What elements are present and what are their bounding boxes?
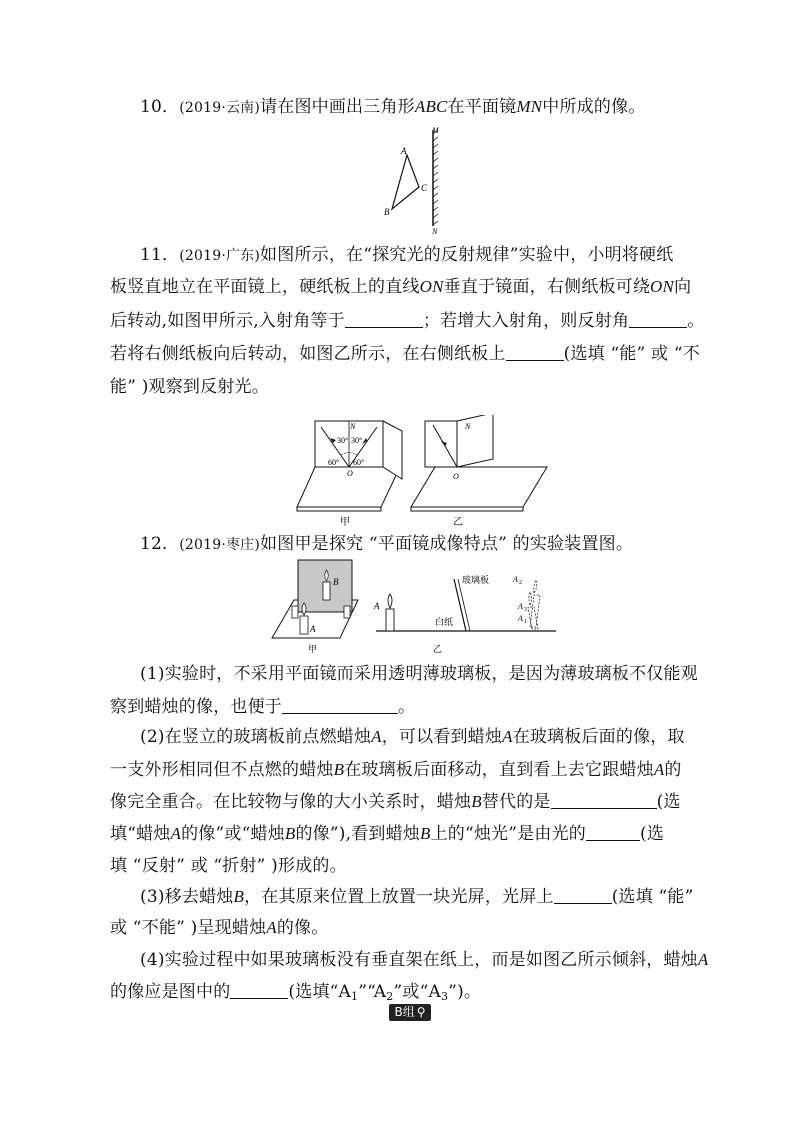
caption-jia: 甲 <box>308 644 318 654</box>
q12-p1-line-2: 察到蜡烛的像，也便于 。 <box>110 697 416 717</box>
caption-yi: 乙 <box>453 517 463 528</box>
q12-figure-yi <box>370 565 570 660</box>
q12-p3-line-2: 或 “不能” )呈现蜡烛A的像。 <box>110 918 329 938</box>
svg-text:A: A <box>513 575 518 584</box>
q12-p4-line-2: 的像应是图中的 (选填“$A_1”“A_2$”或“$A_3$”)。 <box>110 982 482 1003</box>
svg-text:A: A <box>374 601 380 611</box>
q11-line-1: 11．(2019·广东)如图所示，在“探究光的反射规律”实验中，小明将硬纸 <box>140 245 674 265</box>
label-m: M <box>432 126 439 135</box>
q11-figure <box>295 415 555 530</box>
svg-text:O: O <box>453 472 459 481</box>
answer-blank[interactable] <box>551 792 657 809</box>
caption-jia: 甲 <box>340 517 350 528</box>
svg-text:A: A <box>310 624 316 634</box>
answer-blank[interactable] <box>345 311 423 328</box>
q11-line-4: 若将右侧纸板向后转动，如图乙所示，在右侧纸板上 (选填 “能” 或 “不 <box>110 344 700 364</box>
q12-line-1: 12．(2019·枣庄)如图甲是探究 “平面镜成像特点” 的实验装置图。 <box>140 534 634 554</box>
q11-line-3: 后转动,如图甲所示,入射角等于 ；若增大入射角，则反射角 。 <box>110 311 705 331</box>
q11-line-5: 能” )观察到反射光。 <box>110 377 269 397</box>
svg-text:O: O <box>347 469 353 478</box>
svg-text:N: N <box>350 422 356 431</box>
q12-p2-line-4: 填“蜡烛A的像”或“蜡烛B的像”),看到蜡烛B上的“烛光”是由光的 (选 <box>110 824 665 844</box>
q12-p2-line-2: 一支外形相同但不点燃的蜡烛B在玻璃板后面移动，直到看上去它跟蜡烛A的 <box>110 760 682 780</box>
label-a: A <box>401 146 407 156</box>
label-n: N <box>432 227 438 236</box>
answer-blank[interactable] <box>629 311 687 328</box>
svg-text:A: A <box>518 614 523 623</box>
q12-p1-line-1: (1)实验时，不采用平面镜而采用透明薄玻璃板，是因为薄玻璃板不仅能观 <box>140 664 698 684</box>
q10-figure <box>370 124 450 236</box>
answer-blank[interactable] <box>506 344 564 361</box>
svg-text:N: N <box>465 422 471 431</box>
svg-text:30°: 30° <box>351 436 363 445</box>
svg-text:30°: 30° <box>337 436 349 445</box>
answer-blank[interactable] <box>230 982 288 999</box>
answer-blank[interactable] <box>586 824 640 841</box>
q11-line-2: 板竖直地立在平面镜上，硬纸板上的直线ON垂直于镜面，右侧纸板可绕ON向 <box>110 277 692 297</box>
q12-p4-line-1: (4)实验过程中如果玻璃板没有垂直架在纸上，而是如图乙所示倾斜，蜡烛A <box>140 950 709 970</box>
svg-text:60°: 60° <box>328 458 340 467</box>
svg-text:B: B <box>333 577 339 587</box>
svg-text:60°: 60° <box>353 458 365 467</box>
label-c: C <box>421 183 428 193</box>
svg-text:1: 1 <box>524 619 527 625</box>
q12-p2-line-5: 填 “反射” 或 “折射” )形成的。 <box>110 856 347 876</box>
answer-blank[interactable] <box>554 887 612 904</box>
svg-text:2: 2 <box>519 580 522 586</box>
magnifier-icon: ⚲ <box>416 1005 426 1019</box>
q12-p3-line-1: (3)移去蜡烛B，在其原来位置上放置一块光屏，光屏上 (选填 “能” <box>140 887 694 907</box>
group-b-badge: B组 ⚲ <box>389 1004 431 1021</box>
q10-line: 10．(2019·云南)请在图中画出三角形ABC在平面镜MN中所成的像。 <box>140 97 646 117</box>
q12-p2-line-1: (2)在竖立的玻璃板前点燃蜡烛A，可以看到蜡烛A在玻璃板后面的像，取 <box>140 727 685 747</box>
caption-yi: 乙 <box>433 644 443 654</box>
q12-figure-jia <box>270 558 370 658</box>
label-b: B <box>384 207 390 217</box>
answer-blank[interactable] <box>282 697 398 714</box>
svg-text:玻璃板: 玻璃板 <box>462 575 490 585</box>
q12-p2-line-3: 像完全重合。在比较物与像的大小关系时，蜡烛B替代的是 (选 <box>110 792 681 812</box>
svg-text:A: A <box>518 602 523 611</box>
svg-text:白纸: 白纸 <box>435 617 454 627</box>
svg-text:3: 3 <box>524 607 527 613</box>
